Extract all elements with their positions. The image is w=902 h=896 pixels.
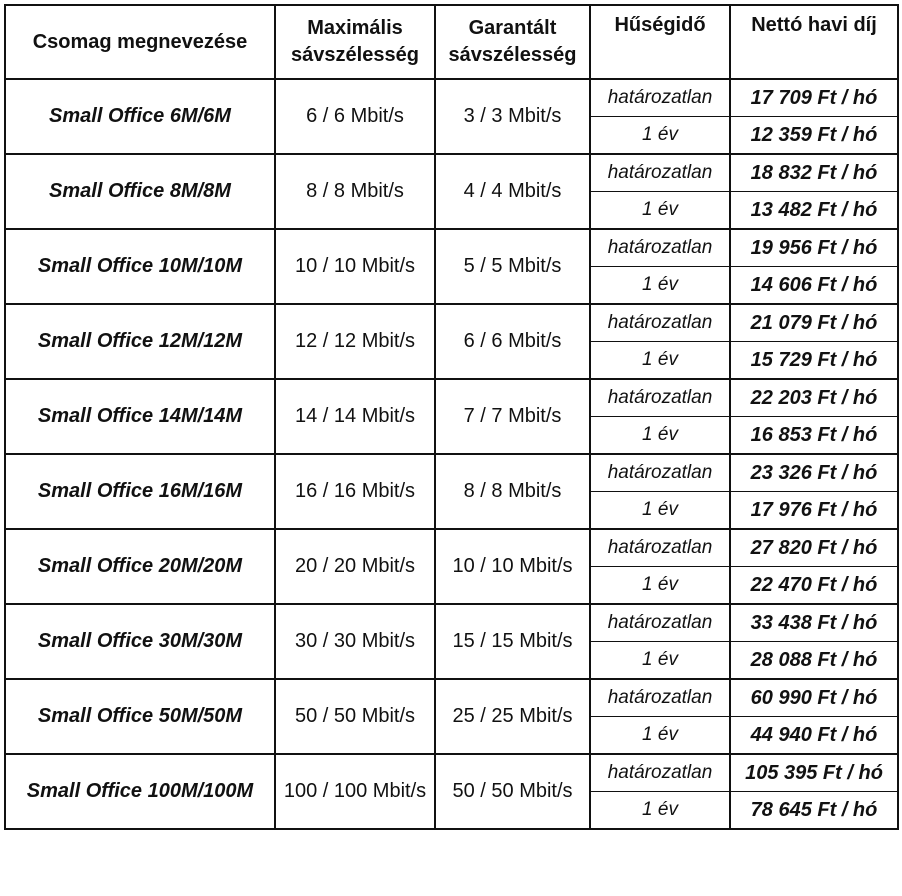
header-fee: Nettó havi díj: [730, 5, 898, 79]
package-name: Small Office 10M/10M: [5, 229, 275, 304]
max-bandwidth: 100 / 100 Mbit/s: [275, 754, 435, 829]
commitment-term: 1 év: [590, 642, 730, 680]
commitment-term: határozatlan: [590, 379, 730, 417]
monthly-fee: 28 088 Ft / hó: [730, 642, 898, 680]
package-name: Small Office 100M/100M: [5, 754, 275, 829]
package-name: Small Office 50M/50M: [5, 679, 275, 754]
monthly-fee: 78 645 Ft / hó: [730, 792, 898, 830]
guaranteed-bandwidth: 7 / 7 Mbit/s: [435, 379, 590, 454]
commitment-term: határozatlan: [590, 754, 730, 792]
guaranteed-bandwidth: 6 / 6 Mbit/s: [435, 304, 590, 379]
header-guaranteed-bandwidth-line1: Garantált: [468, 17, 557, 39]
commitment-term: 1 év: [590, 117, 730, 155]
commitment-term: 1 év: [590, 267, 730, 305]
commitment-term: határozatlan: [590, 79, 730, 117]
max-bandwidth: 50 / 50 Mbit/s: [275, 679, 435, 754]
commitment-term: határozatlan: [590, 229, 730, 267]
header-package: Csomag megnevezése: [5, 5, 275, 79]
commitment-term: határozatlan: [590, 304, 730, 342]
monthly-fee: 15 729 Ft / hó: [730, 342, 898, 380]
commitment-term: 1 év: [590, 717, 730, 755]
monthly-fee: 16 853 Ft / hó: [730, 417, 898, 455]
monthly-fee: 27 820 Ft / hó: [730, 529, 898, 567]
guaranteed-bandwidth: 8 / 8 Mbit/s: [435, 454, 590, 529]
guaranteed-bandwidth: 4 / 4 Mbit/s: [435, 154, 590, 229]
table-row: [5, 604, 898, 642]
table-row: [5, 304, 898, 342]
table-row: [5, 529, 898, 567]
monthly-fee: 19 956 Ft / hó: [730, 229, 898, 267]
package-name: Small Office 20M/20M: [5, 529, 275, 604]
guaranteed-bandwidth: 50 / 50 Mbit/s: [435, 754, 590, 829]
monthly-fee: 17 976 Ft / hó: [730, 492, 898, 530]
guaranteed-bandwidth: 5 / 5 Mbit/s: [435, 229, 590, 304]
commitment-term: határozatlan: [590, 454, 730, 492]
commitment-term: határozatlan: [590, 154, 730, 192]
commitment-term: határozatlan: [590, 679, 730, 717]
commitment-term: határozatlan: [590, 529, 730, 567]
pricing-table: [4, 4, 899, 830]
table-row: [5, 79, 898, 117]
guaranteed-bandwidth: 3 / 3 Mbit/s: [435, 79, 590, 154]
package-name: Small Office 8M/8M: [5, 154, 275, 229]
max-bandwidth: 30 / 30 Mbit/s: [275, 604, 435, 679]
monthly-fee: 44 940 Ft / hó: [730, 717, 898, 755]
package-name: Small Office 6M/6M: [5, 79, 275, 154]
commitment-term: 1 év: [590, 792, 730, 830]
commitment-term: 1 év: [590, 192, 730, 230]
monthly-fee: 12 359 Ft / hó: [730, 117, 898, 155]
header-max-bandwidth-line2: sávszélesség: [291, 44, 419, 66]
table-row: [5, 154, 898, 192]
monthly-fee: 13 482 Ft / hó: [730, 192, 898, 230]
header-guaranteed-bandwidth-line2: sávszélesség: [448, 44, 577, 66]
table-row: [5, 679, 898, 717]
commitment-term: határozatlan: [590, 604, 730, 642]
header-max-bandwidth-line1: Maximális: [307, 17, 403, 39]
monthly-fee: 22 203 Ft / hó: [730, 379, 898, 417]
monthly-fee: 22 470 Ft / hó: [730, 567, 898, 605]
monthly-fee: 18 832 Ft / hó: [730, 154, 898, 192]
max-bandwidth: 20 / 20 Mbit/s: [275, 529, 435, 604]
max-bandwidth: 10 / 10 Mbit/s: [275, 229, 435, 304]
package-name: Small Office 16M/16M: [5, 454, 275, 529]
max-bandwidth: 8 / 8 Mbit/s: [275, 154, 435, 229]
monthly-fee: 14 606 Ft / hó: [730, 267, 898, 305]
header-guaranteed-bandwidth: [435, 5, 590, 79]
commitment-term: 1 év: [590, 417, 730, 455]
monthly-fee: 60 990 Ft / hó: [730, 679, 898, 717]
max-bandwidth: 6 / 6 Mbit/s: [275, 79, 435, 154]
table-row: [5, 754, 898, 792]
monthly-fee: 105 395 Ft / hó: [730, 754, 898, 792]
header-row: [5, 5, 898, 79]
package-name: Small Office 12M/12M: [5, 304, 275, 379]
monthly-fee: 17 709 Ft / hó: [730, 79, 898, 117]
commitment-term: 1 év: [590, 567, 730, 605]
commitment-term: 1 év: [590, 342, 730, 380]
header-max-bandwidth: [275, 5, 435, 79]
monthly-fee: 21 079 Ft / hó: [730, 304, 898, 342]
guaranteed-bandwidth: 25 / 25 Mbit/s: [435, 679, 590, 754]
table-row: [5, 229, 898, 267]
max-bandwidth: 12 / 12 Mbit/s: [275, 304, 435, 379]
table-body: [5, 79, 898, 829]
monthly-fee: 23 326 Ft / hó: [730, 454, 898, 492]
monthly-fee: 33 438 Ft / hó: [730, 604, 898, 642]
max-bandwidth: 14 / 14 Mbit/s: [275, 379, 435, 454]
guaranteed-bandwidth: 15 / 15 Mbit/s: [435, 604, 590, 679]
guaranteed-bandwidth: 10 / 10 Mbit/s: [435, 529, 590, 604]
max-bandwidth: 16 / 16 Mbit/s: [275, 454, 435, 529]
package-name: Small Office 14M/14M: [5, 379, 275, 454]
table-row: [5, 379, 898, 417]
table-row: [5, 454, 898, 492]
commitment-term: 1 év: [590, 492, 730, 530]
package-name: Small Office 30M/30M: [5, 604, 275, 679]
header-commitment: Hűségidő: [590, 5, 730, 79]
